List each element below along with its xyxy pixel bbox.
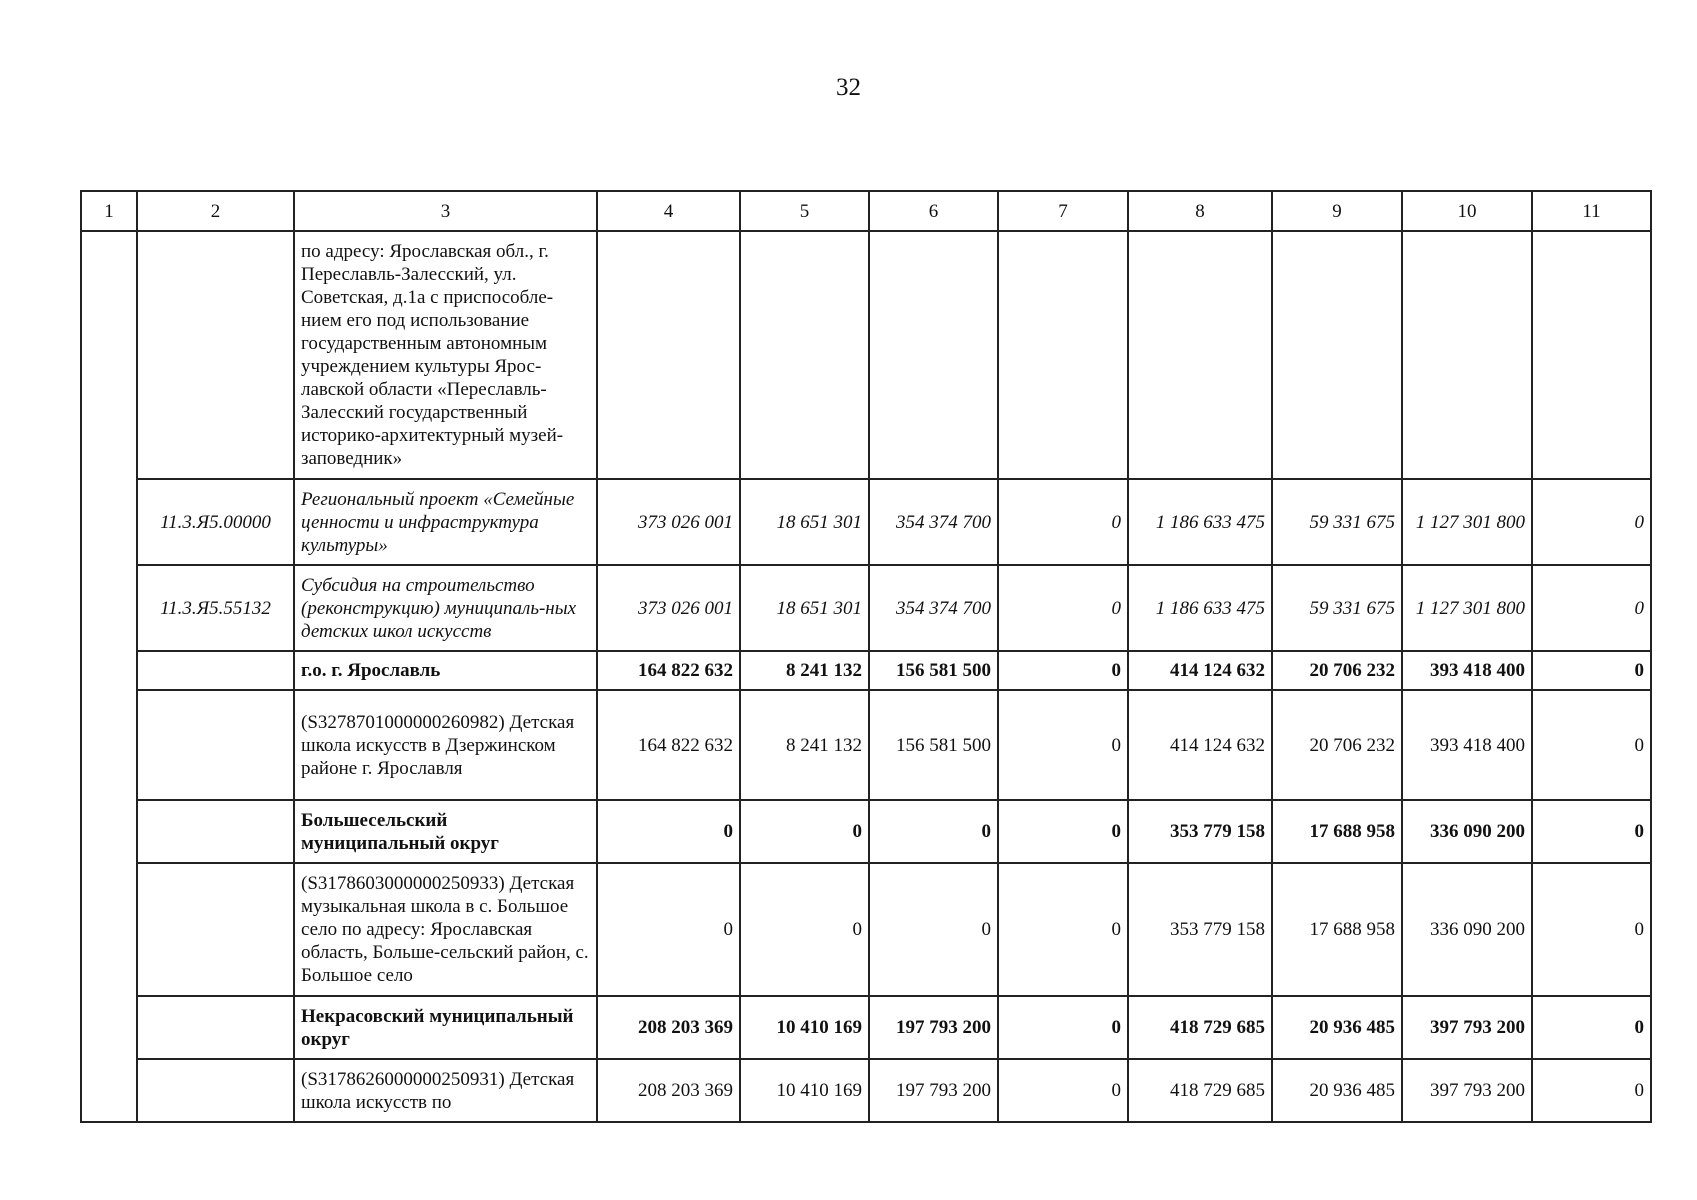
row-value: 0 xyxy=(740,863,869,996)
row-value xyxy=(740,231,869,479)
row-value: 414 124 632 xyxy=(1128,690,1272,800)
row-value: 418 729 685 xyxy=(1128,996,1272,1059)
row-value: 0 xyxy=(998,863,1128,996)
row-value: 208 203 369 xyxy=(597,996,740,1059)
row-value: 354 374 700 xyxy=(869,479,998,565)
table-row xyxy=(81,1059,1651,1122)
header-cell: 4 xyxy=(597,191,740,231)
row-value: 0 xyxy=(1532,1059,1651,1122)
row-value: 0 xyxy=(998,996,1128,1059)
row-value: 336 090 200 xyxy=(1402,863,1532,996)
row-value: 373 026 001 xyxy=(597,479,740,565)
row-code xyxy=(137,651,294,690)
row-code xyxy=(137,1059,294,1122)
row-value: 20 706 232 xyxy=(1272,690,1402,800)
row-value: 0 xyxy=(869,863,998,996)
row-value: 59 331 675 xyxy=(1272,479,1402,565)
table-row xyxy=(81,800,1651,863)
page-number: 32 xyxy=(836,74,861,101)
row-value: 156 581 500 xyxy=(869,690,998,800)
row-value: 393 418 400 xyxy=(1402,690,1532,800)
row-value: 20 936 485 xyxy=(1272,1059,1402,1122)
row-value: 164 822 632 xyxy=(597,651,740,690)
header-cell: 9 xyxy=(1272,191,1402,231)
row-value: 20 936 485 xyxy=(1272,996,1402,1059)
row-name: Субсидия на строительство (реконструкцию) муниципаль-ных детских школ искусств xyxy=(294,565,597,651)
row-value: 0 xyxy=(597,800,740,863)
row-code xyxy=(137,231,294,479)
budget-table xyxy=(80,190,1652,1123)
row-value: 393 418 400 xyxy=(1402,651,1532,690)
row-value: 0 xyxy=(998,479,1128,565)
row-value: 1 186 633 475 xyxy=(1128,565,1272,651)
row-value: 0 xyxy=(869,800,998,863)
row-value: 197 793 200 xyxy=(869,1059,998,1122)
row-value: 1 127 301 800 xyxy=(1402,565,1532,651)
row-value: 0 xyxy=(1532,479,1651,565)
row-name: (S3278701000000260982) Детская школа искусств в Дзержинском районе г. Ярославля xyxy=(294,690,597,800)
row-value: 373 026 001 xyxy=(597,565,740,651)
header-cell: 5 xyxy=(740,191,869,231)
row-value: 0 xyxy=(1532,996,1651,1059)
row-value: 10 410 169 xyxy=(740,1059,869,1122)
row-value xyxy=(998,231,1128,479)
row-value xyxy=(1128,231,1272,479)
header-cell: 1 xyxy=(81,191,137,231)
header-cell: 10 xyxy=(1402,191,1532,231)
row-value: 354 374 700 xyxy=(869,565,998,651)
row-value: 0 xyxy=(740,800,869,863)
row-value xyxy=(1272,231,1402,479)
row-code xyxy=(137,863,294,996)
header-cell: 7 xyxy=(998,191,1128,231)
row-value: 0 xyxy=(998,690,1128,800)
row-name: Большесельский муниципальный округ xyxy=(294,800,597,863)
row-value xyxy=(597,231,740,479)
row-value: 0 xyxy=(597,863,740,996)
empty-first-column xyxy=(81,231,137,1122)
row-value: 397 793 200 xyxy=(1402,996,1532,1059)
row-value: 18 651 301 xyxy=(740,479,869,565)
row-value: 17 688 958 xyxy=(1272,800,1402,863)
header-cell: 3 xyxy=(294,191,597,231)
header-cell: 11 xyxy=(1532,191,1651,231)
row-value xyxy=(869,231,998,479)
row-value: 1 186 633 475 xyxy=(1128,479,1272,565)
row-value xyxy=(1532,231,1651,479)
row-code: 11.3.Я5.55132 xyxy=(137,565,294,651)
row-value: 0 xyxy=(998,651,1128,690)
row-name: г.о. г. Ярославль xyxy=(294,651,597,690)
row-value: 208 203 369 xyxy=(597,1059,740,1122)
table-row xyxy=(81,479,1651,565)
row-code xyxy=(137,690,294,800)
row-value: 0 xyxy=(1532,565,1651,651)
header-row xyxy=(81,191,1651,231)
row-name: Некрасовский муниципальный округ xyxy=(294,996,597,1059)
row-value: 0 xyxy=(1532,863,1651,996)
row-value: 0 xyxy=(998,565,1128,651)
row-value: 8 241 132 xyxy=(740,690,869,800)
row-code xyxy=(137,800,294,863)
table-row xyxy=(81,651,1651,690)
table-row xyxy=(81,231,1651,479)
row-value: 59 331 675 xyxy=(1272,565,1402,651)
row-code: 11.3.Я5.00000 xyxy=(137,479,294,565)
row-value: 0 xyxy=(1532,651,1651,690)
table-row xyxy=(81,565,1651,651)
row-value: 20 706 232 xyxy=(1272,651,1402,690)
row-value: 0 xyxy=(1532,690,1651,800)
row-code xyxy=(137,996,294,1059)
row-value: 0 xyxy=(998,1059,1128,1122)
row-name: по адресу: Ярославская обл., г. Переславль-Залесский, ул. Советская, д.1а с приспособле-нием его под использование государственным автономным учреждением культуры Ярос-лавской области «Переславль-Залесский государственный историко-архитектурный музей-заповедник» xyxy=(294,231,597,479)
row-value: 197 793 200 xyxy=(869,996,998,1059)
row-value: 17 688 958 xyxy=(1272,863,1402,996)
row-value: 0 xyxy=(998,800,1128,863)
table-row xyxy=(81,863,1651,996)
row-value: 336 090 200 xyxy=(1402,800,1532,863)
row-name: (S3178603000000250933) Детская музыкальная школа в с. Большое село по адресу: Ярославская область, Больше-сельский район, с. Большое село xyxy=(294,863,597,996)
table-row xyxy=(81,996,1651,1059)
row-value: 353 779 158 xyxy=(1128,863,1272,996)
row-value: 18 651 301 xyxy=(740,565,869,651)
row-value: 397 793 200 xyxy=(1402,1059,1532,1122)
row-value: 353 779 158 xyxy=(1128,800,1272,863)
row-value: 156 581 500 xyxy=(869,651,998,690)
row-name: (S3178626000000250931) Детская школа искусств по xyxy=(294,1059,597,1122)
row-value: 1 127 301 800 xyxy=(1402,479,1532,565)
header-cell: 6 xyxy=(869,191,998,231)
header-cell: 8 xyxy=(1128,191,1272,231)
row-value: 8 241 132 xyxy=(740,651,869,690)
row-value: 414 124 632 xyxy=(1128,651,1272,690)
table-row xyxy=(81,690,1651,800)
row-value: 418 729 685 xyxy=(1128,1059,1272,1122)
row-value xyxy=(1402,231,1532,479)
row-value: 10 410 169 xyxy=(740,996,869,1059)
row-value: 164 822 632 xyxy=(597,690,740,800)
row-value: 0 xyxy=(1532,800,1651,863)
row-name: Региональный проект «Семейные ценности и инфраструктура культуры» xyxy=(294,479,597,565)
header-cell: 2 xyxy=(137,191,294,231)
